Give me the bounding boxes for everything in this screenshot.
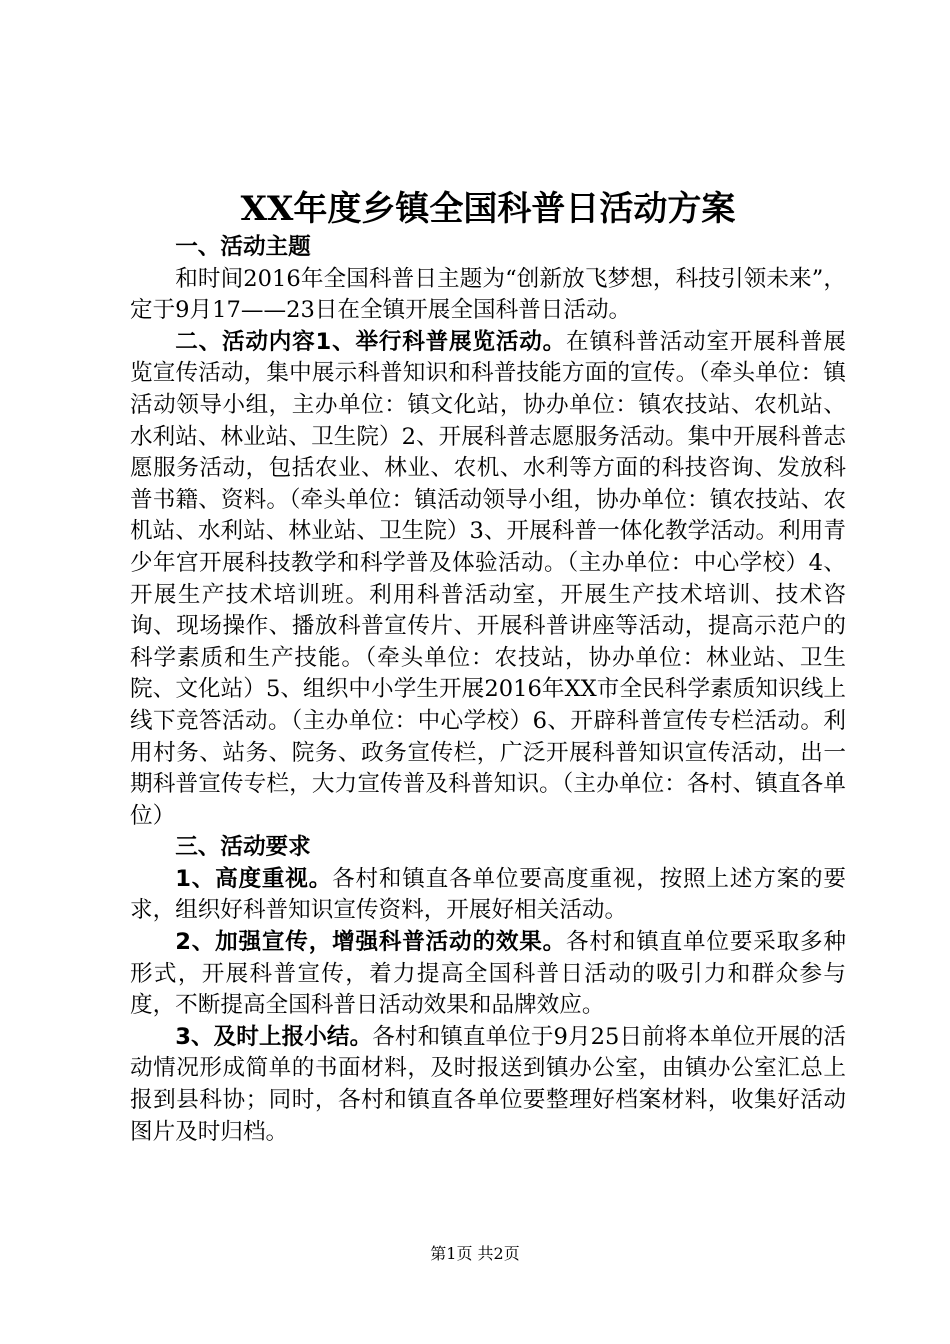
requirement-item-1-body: 各村和镇直各单位要高度重视，按照上述方案的要求，组织好科普知识宣传资料，开展好相关活动。 — [130, 865, 846, 924]
requirement-item-2-body: 各村和镇直单位要采取多种形式，开展科普宣传，着力提高全国科普日活动的吸引力和群众参与度，不断提高全国科普日活动效果和品牌效应。 — [130, 929, 846, 1019]
section-2-heading: 二、活动内容1、举行科普展览活动。 — [175, 328, 567, 355]
requirement-item-2-lead: 2、加强宣传，增强科普活动的效果。 — [175, 929, 567, 956]
document-page — [130, 186, 846, 1148]
section-1-body: 和时间2016年全国科普日主题为“创新放飞梦想，科技引领未来”，定于9月17——23日在全镇开展全国科普日活动。 — [130, 265, 846, 324]
requirement-item-3 — [130, 1022, 846, 1148]
section-1-heading: 一、活动主题 — [175, 234, 311, 260]
document-title: XX年度乡镇全国科普日活动方案 — [240, 189, 736, 229]
section-2-body: 在镇科普活动室开展科普展览宣传活动，集中展示科普知识和科普技能方面的宣传。（牵头单位：镇活动领导小组，主办单位：镇文化站，协办单位：镇农技站、农机站、水利站、林业站、卫生院）2、开展科普志愿服务活动。集中开展科普志愿服务活动，包括农业、林业、农机、水利等方面的科技咨询、发放科普书籍、资料。（牵头单位：镇活动领导小组，协办单位：镇农技站、农机站、水利站、林业站、卫生院）3、开展科普一体化教学活动。利用青少年宫开展科技教学和科学普及体验活动。（主办单位：中心学校）4、开展生产技术培训班。利用科普活动室，开展生产技术培训、技术咨询、现场操作、播放科普宣传片、开展科普讲座等活动，提高示范户的科学素质和生产技能。（牵头单位：农技站，协办单位：林业站、卫生院、文化站）5、组织中小学生开展2016年XX市全民科学素质知识线上线下竞答活动。（主办单位：中心学校）6、开辟科普宣传专栏活动。利用村务、站务、院务、政务宣传栏，广泛开展科普知识宣传活动，出一期科普宣传专栏，大力宣传普及科普知识。（主办单位：各村、镇直各单位） — [130, 328, 846, 829]
requirement-item-1 — [130, 864, 846, 927]
section-3-heading: 三、活动要求 — [175, 834, 311, 861]
page-footer: 第1页 共2页 — [430, 1244, 520, 1263]
requirement-item-3-lead: 3、及时上报小结。 — [175, 1023, 373, 1050]
section-2-paragraph — [130, 327, 846, 833]
requirement-item-3-body: 各村和镇直单位于9月25日前将本单位开展的活动情况形成简单的书面材料，及时报送到镇办公室，由镇办公室汇总上报到县科协；同时，各村和镇直各单位要整理好档案材料，收集好活动图片及时归档。 — [130, 1023, 846, 1145]
requirement-item-1-lead: 1、高度重视。 — [175, 865, 333, 892]
requirement-item-2 — [130, 927, 846, 1022]
